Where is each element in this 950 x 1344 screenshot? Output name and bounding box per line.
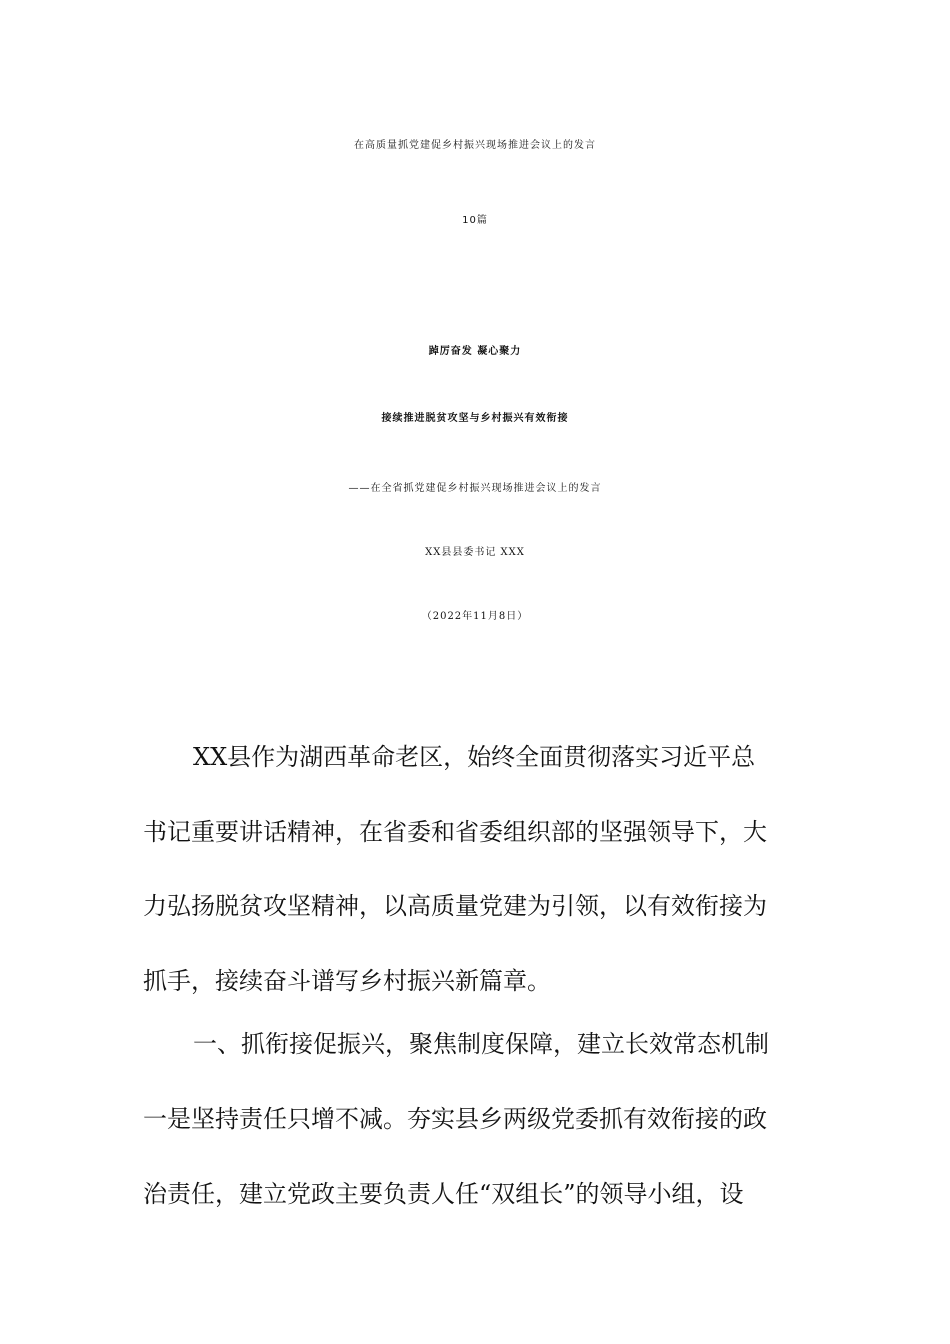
speaker-line: XX县县委书记 XXX	[425, 547, 525, 558]
body-line: 书记重要讲话精神，在省委和省委组织部的坚强领导下，大	[143, 818, 767, 846]
body-line: 治责任，建立党政主要负责人任“双组长”的领导小组，设	[143, 1180, 744, 1208]
speech-heading-line-1: 踔厉奋发 凝心聚力	[428, 346, 522, 357]
body-line: XX县作为湖西革命老区，始终全面贯彻落实习近平总	[193, 743, 756, 771]
speech-subtitle: ——在全省抓党建促乡村振兴现场推进会议上的发言	[348, 483, 602, 494]
speech-heading-line-2: 接续推进脱贫攻坚与乡村振兴有效衔接	[381, 413, 569, 424]
speech-date: （2022年11月8日）	[421, 611, 529, 622]
body-line: 一是坚持责任只增不减。夯实县乡两级党委抓有效衔接的政	[143, 1105, 767, 1133]
document-title-line-1: 在高质量抓党建促乡村振兴现场推进会议上的发言	[354, 140, 596, 151]
body-line: 力弘扬脱贫攻坚精神，以高质量党建为引领，以有效衔接为	[143, 892, 767, 920]
document-title-line-2: 10篇	[462, 215, 488, 226]
section-heading-line: 一、抓衔接促振兴，聚焦制度保障，建立长效常态机制	[193, 1030, 769, 1058]
body-line: 抓手，接续奋斗谱写乡村振兴新篇章。	[143, 967, 551, 995]
